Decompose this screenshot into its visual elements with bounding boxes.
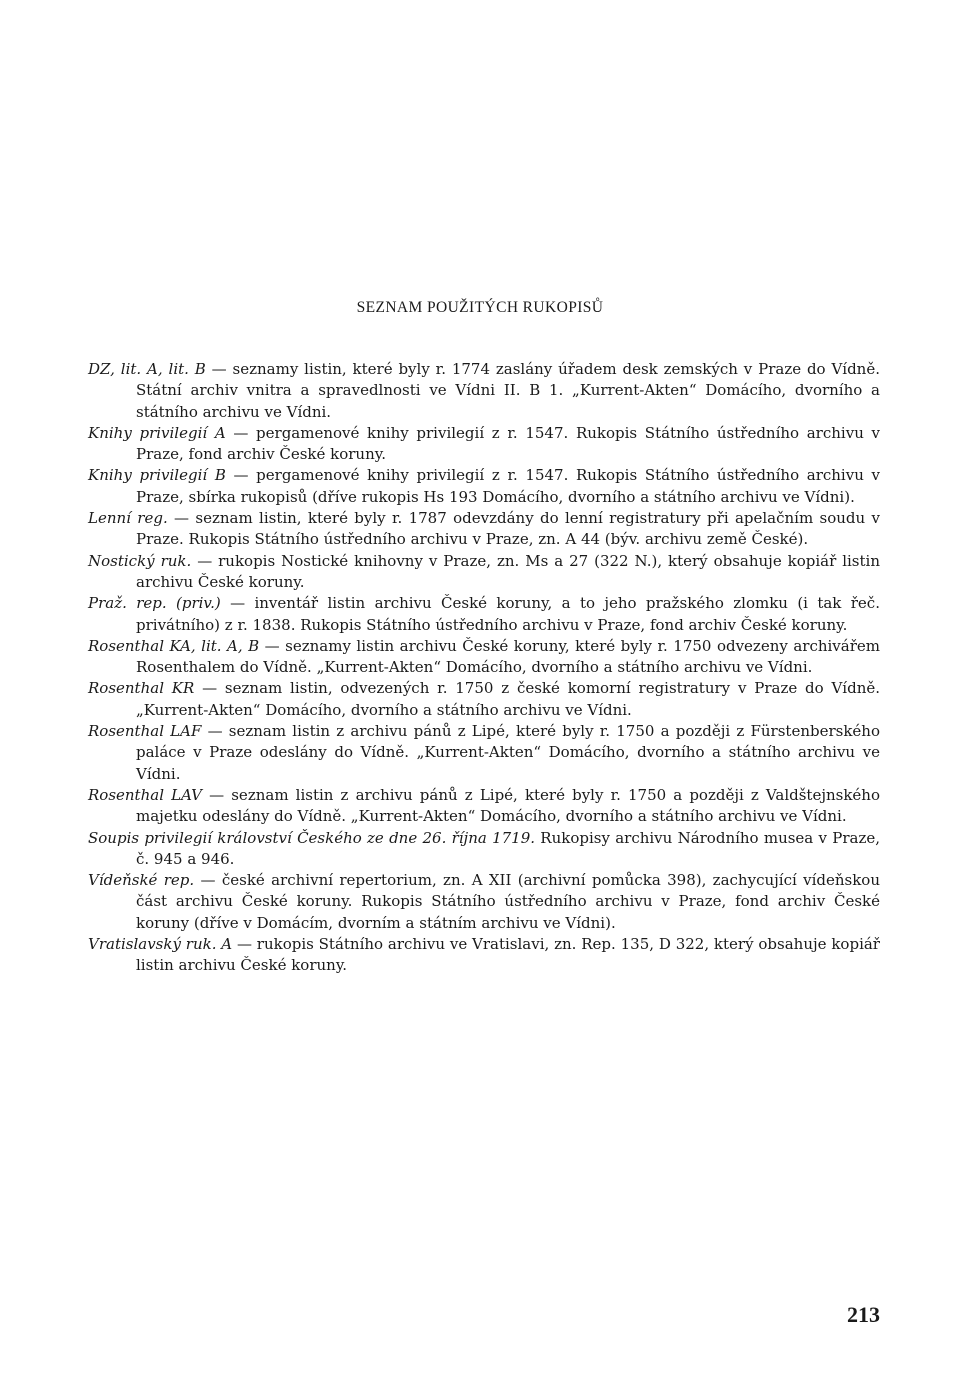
list-item — [88, 508, 880, 551]
page-number: 213 — [847, 1302, 880, 1327]
entry-description: Rukopisy archivu Národního musea v Praze, č. 945 a 946. — [136, 828, 881, 868]
entry-term: Nostický ruk. — [88, 551, 192, 570]
page-title: SEZNAM POUŽITÝCH RUKOPISŮ — [356, 299, 604, 317]
entry-description: — pergamenové knihy privilegií z r. 1547. Rukopis Státního ústředního archivu v Praze, fond archiv České koruny. — [136, 423, 880, 464]
entry-description: — české archivní repertorium, zn. A XII (archivní pomůcka 398), zachycující vídeňskou část archivu České koruny. Rukopis Státního ústředního archivu v Praze, fond archiv České koruny (dříve v Domácím, dvorním a státním archivu ve Vídni). — [136, 871, 880, 932]
list-item — [88, 423, 880, 466]
list-item — [88, 785, 880, 828]
entry-description: — rukopis Státního archivu ve Vratislavi, zn. Rep. 135, D 322, který obsahuje kopiář listin archivu České koruny. — [136, 935, 880, 975]
list-item — [88, 593, 880, 636]
list-item — [88, 359, 880, 423]
entry-term: Vratislavský ruk. A — [88, 935, 233, 954]
entry-description: — seznamy listin archivu České koruny, které byly r. 1750 odvezeny archivářem Rosenthalem do Vídně. „Kurrent-Akten“ Domácího, dvorního a státního archivu ve Vídni. — [136, 636, 880, 677]
entry-term: DZ, lit. A, lit. B — [88, 360, 206, 378]
list-item — [88, 636, 880, 679]
list-item — [88, 721, 880, 785]
entry-description: — seznam listin z archivu pánů z Lipé, které byly r. 1750 a později z Valdštejnského majetku odeslány do Vídně. „Kurrent-Akten“ Domácího, dvorního a státního archivu ve Vídni. — [136, 785, 881, 826]
list-item — [88, 828, 880, 871]
entry-description: — pergamenové knihy privilegií z r. 1547. Rukopis Státního ústředního archivu v Praze, sbírka rukopisů (dříve rukopis Hs 193 Domácího, dvorního a státního archivu ve Vídni). — [136, 466, 880, 506]
entry-term: Lenní reg. — [88, 509, 168, 528]
list-item — [88, 934, 880, 977]
list-item — [88, 465, 880, 508]
entry-description: — seznamy listin, které byly r. 1774 zaslány úřadem desk zemských v Praze do Vídně. Státní archiv vnitra a spravedlnosti ve Vídni II. B 1. „Kurrent-Akten“ Domácího, dvorního a státního archivu ve Vídni. — [136, 360, 880, 421]
entry-term: Praž. rep. (priv.) — [88, 594, 221, 613]
entry-term: Rosenthal KA, lit. A, B — [88, 636, 260, 655]
entry-description: — inventář listin archivu České koruny, a to jeho pražského zlomku (i tak řeč. privátního) z r. 1838. Rukopis Státního ústředního archivu v Praze, fond archiv České koruny. — [136, 594, 880, 634]
entry-term: Rosenthal LAV — [88, 785, 202, 804]
entry-description: — seznam listin z archivu pánů z Lipé, které byly r. 1750 a později z Fürstenberského paláce v Praze odeslány do Vídně. „Kurrent-Akten“ Domácího, dvorního a státního archivu ve Vídni. — [136, 722, 880, 783]
entry-description: — rukopis Nostické knihovny v Praze, zn. Ms a 27 (322 N.), který obsahuje kopiář listin archivu České koruny. — [136, 551, 880, 591]
entry-term: Vídeňské rep. — [88, 871, 195, 890]
list-item — [88, 678, 880, 721]
entry-term: Soupis privilegií království Českého ze dne 26. října 1719. — [88, 828, 536, 847]
entry-description: — seznam listin, odvezených r. 1750 z české komorní registratury v Praze do Vídně. „Kurrent-Akten“ Domácího, dvorního a státního archivu ve Vídni. — [136, 679, 881, 719]
list-item — [88, 551, 880, 594]
list-item — [88, 870, 880, 934]
entry-description: — seznam listin, které byly r. 1787 odevzdány do lenní registratury při apelačním soudu v Praze. Rukopis Státního ústředního archivu v Praze, zn. A 44 (býv. archivu země České). — [136, 509, 880, 549]
manuscript-list — [88, 359, 880, 977]
entry-term: Knihy privilegií B — [88, 466, 226, 485]
entry-term: Knihy privilegií A — [88, 423, 226, 442]
entry-term: Rosenthal KR — [88, 679, 195, 698]
entry-term: Rosenthal LAF — [88, 722, 202, 741]
